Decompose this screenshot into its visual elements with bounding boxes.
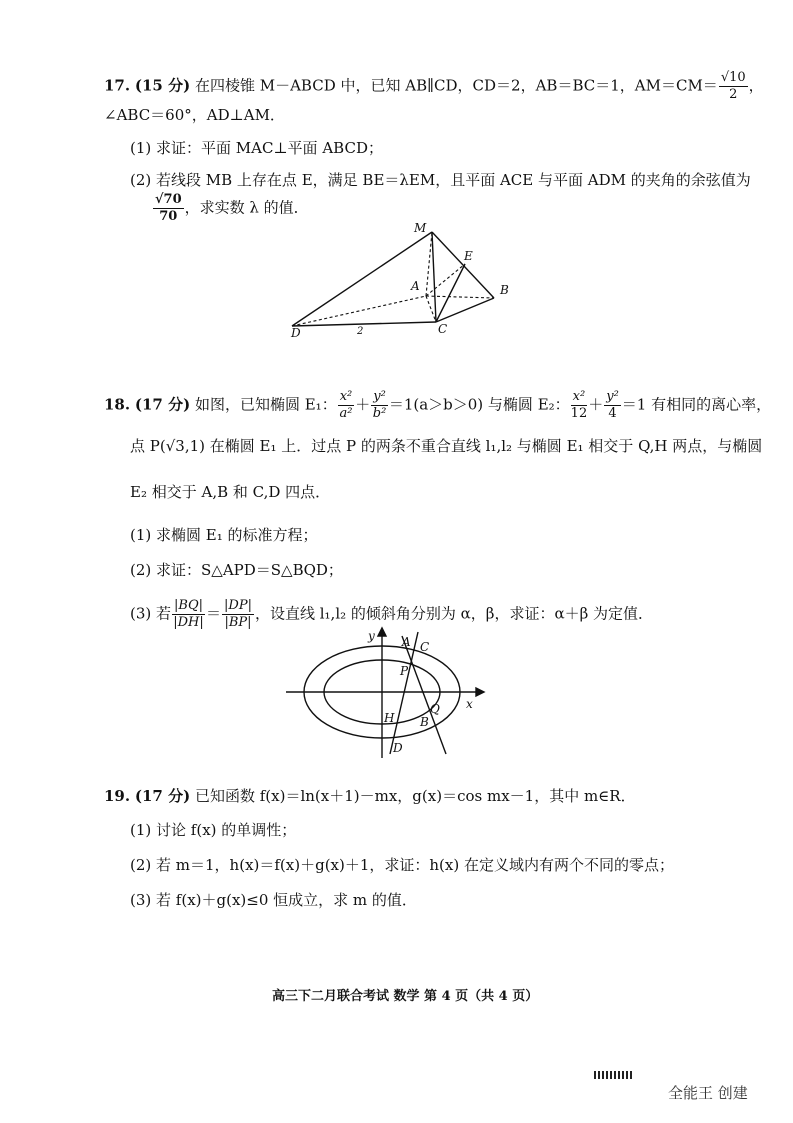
- q18-dp: |DP|: [224, 598, 252, 613]
- q18-a2: a²: [339, 406, 353, 421]
- q18-line1-c: ＝1 有相同的离心率，: [621, 395, 772, 414]
- q18-part3-b: ，设直线 l₁,l₂ 的倾斜角分别为 α，β，求证：α＋β 为定值．: [254, 604, 654, 623]
- q17-line2: ∠ABC＝60°，AD⊥AM．: [104, 106, 285, 124]
- qr-code-icon: [594, 1071, 632, 1079]
- q18-4: 4: [608, 406, 617, 421]
- q19-part1: (1) 讨论 f(x) 的单调性；: [130, 821, 297, 839]
- q19-part3: (3) 若 f(x)＋g(x)≤0 恒成立，求 m 的值．: [130, 891, 417, 909]
- q18-frac-y2b2: [371, 389, 388, 422]
- q18-frac-y2-4: [604, 389, 621, 422]
- q19-line1: [104, 786, 636, 806]
- q18-x2-b: x²: [572, 389, 586, 404]
- q17-stem-line1: 在四棱锥 M－ABCD 中，已知 AB∥CD，CD＝2，AB＝BC＝1，AM＝CM＝: [194, 76, 718, 95]
- page-footer: 高三下二月联合考试 数学 第 4 页（共 4 页）: [272, 989, 539, 1004]
- q18-part2: (2) 求证：S△APD＝S△BQD；: [130, 561, 343, 579]
- q18-line1-b: ＝1(a＞b＞0) 与椭圆 E₂：: [388, 395, 570, 414]
- label-B: B: [500, 283, 509, 297]
- q18-12: 12: [570, 406, 588, 421]
- q17-sqrt70: √70: [155, 192, 182, 207]
- q18-line2: 点 P(√3,1) 在椭圆 E₁ 上．过点 P 的两条不重合直线 l₁,l₂ 与椭圆 E₁ 相交于 Q,H 两点，与椭圆: [130, 437, 763, 455]
- q17-pyramid-figure: [280, 220, 520, 342]
- q18-y2-b: y²: [606, 389, 619, 404]
- q18-bp: |BP|: [224, 615, 252, 630]
- q17-part2: (2) 若线段 MB 上存在点 E，满足 BE＝λEM，且平面 ACE 与平面 ADM 的夹角的余弦值为: [130, 171, 751, 189]
- q17-line1: [104, 70, 764, 103]
- q18-number: 18.: [104, 395, 131, 414]
- q18-part3: (3) 若 $\frac{|BQ|}{|DH|}$ ＝ $\frac{|DP|}{|BP|}$ ，设直线 l₁,l₂ 的倾斜角分别为 α，β，求证：α＋β 为定值．: [130, 598, 654, 630]
- label-C: C: [420, 640, 430, 654]
- x-axis-arrow-icon: [476, 688, 484, 696]
- label-A: A: [411, 279, 420, 293]
- q18-bq: |BQ|: [174, 598, 204, 613]
- q19-number: 19.: [104, 787, 131, 805]
- label-2: 2: [357, 326, 364, 337]
- q18-b2: b²: [372, 406, 387, 421]
- q17-score: (15 分): [134, 76, 191, 95]
- q18-x2: x²: [339, 389, 353, 404]
- q18-line1: 18. (17 分) 如图，已知椭圆 E₁： $\frac{\text{x²}}{\text{a²}}$ ＋ $\frac{\text{y²}}{\text{b²}}$ ＝1(a＞b＞0) 与椭圆 E₂： $\frac{\text{x²}}{12}$ ＋ $\frac{\text{y²}}{4}$ ＝1 有相同的离心率，: [104, 389, 772, 421]
- label-D: D: [291, 326, 301, 340]
- label-B: B: [420, 715, 429, 729]
- q17-tail1: ，: [748, 76, 764, 95]
- label-D: D: [393, 741, 403, 755]
- label-x: x: [466, 697, 473, 711]
- label-E: E: [464, 249, 473, 263]
- edge-AB: [426, 296, 494, 298]
- q18-y2: y²: [373, 389, 386, 404]
- q17-part2-tail: ，求实数 λ 的值．: [184, 198, 309, 217]
- edge-DA: [292, 296, 426, 326]
- scanner-watermark: 全能王 创建: [668, 1084, 748, 1102]
- q18-frac-dp-bp: [222, 598, 254, 631]
- q17-fraction-sqrt10: [719, 70, 748, 103]
- edge-AM: [426, 232, 432, 296]
- q18-line3: E₂ 相交于 A,B 和 C,D 四点．: [130, 483, 331, 501]
- label-C: C: [438, 322, 448, 336]
- q18-frac-bq-dh: [172, 598, 205, 631]
- q18-dh: |DH|: [173, 615, 204, 630]
- edge-AE: [426, 264, 465, 296]
- q19-score: (17 分): [134, 787, 191, 805]
- label-Q: Q: [430, 702, 440, 716]
- q17-den70: 70: [159, 209, 178, 224]
- edge-DC: [292, 322, 436, 326]
- q18-frac-x2a2: [338, 389, 355, 422]
- q18-frac-x2-12: [571, 389, 588, 422]
- label-y: y: [368, 629, 375, 643]
- q18-part1: (1) 求椭圆 E₁ 的标准方程；: [130, 526, 318, 544]
- q17-fraction-sqrt70: [153, 192, 184, 225]
- q18-ellipse-figure: [286, 626, 486, 758]
- q17-part1: (1) 求证：平面 MAC⊥平面 ABCD；: [130, 139, 383, 157]
- q19-part2: (2) 若 m＝1，h(x)＝f(x)＋g(x)＋1，求证：h(x) 在定义域内有两个不同的零点；: [130, 856, 674, 874]
- q19-stem: 已知函数 f(x)＝ln(x＋1)－mx，g(x)＝cos mx－1，其中 m∈R．: [194, 787, 636, 805]
- q17-sqrt10: √10: [720, 70, 746, 85]
- label-H: H: [384, 711, 395, 725]
- q17-den2: 2: [729, 87, 738, 102]
- label-M: M: [414, 221, 427, 235]
- edge-MB: [432, 232, 494, 298]
- edge-CE: [436, 264, 465, 322]
- q18-line1-a: 如图，已知椭圆 E₁：: [194, 395, 337, 414]
- label-A: A: [402, 635, 411, 649]
- q18-score: (17 分): [134, 395, 191, 414]
- label-P: P: [400, 664, 409, 678]
- q17-number: 17.: [104, 76, 131, 95]
- edge-MC: [432, 232, 436, 322]
- q18-part3-a: (3) 若: [130, 604, 172, 623]
- y-axis-arrow-icon: [378, 628, 386, 636]
- edge-CB: [436, 298, 494, 322]
